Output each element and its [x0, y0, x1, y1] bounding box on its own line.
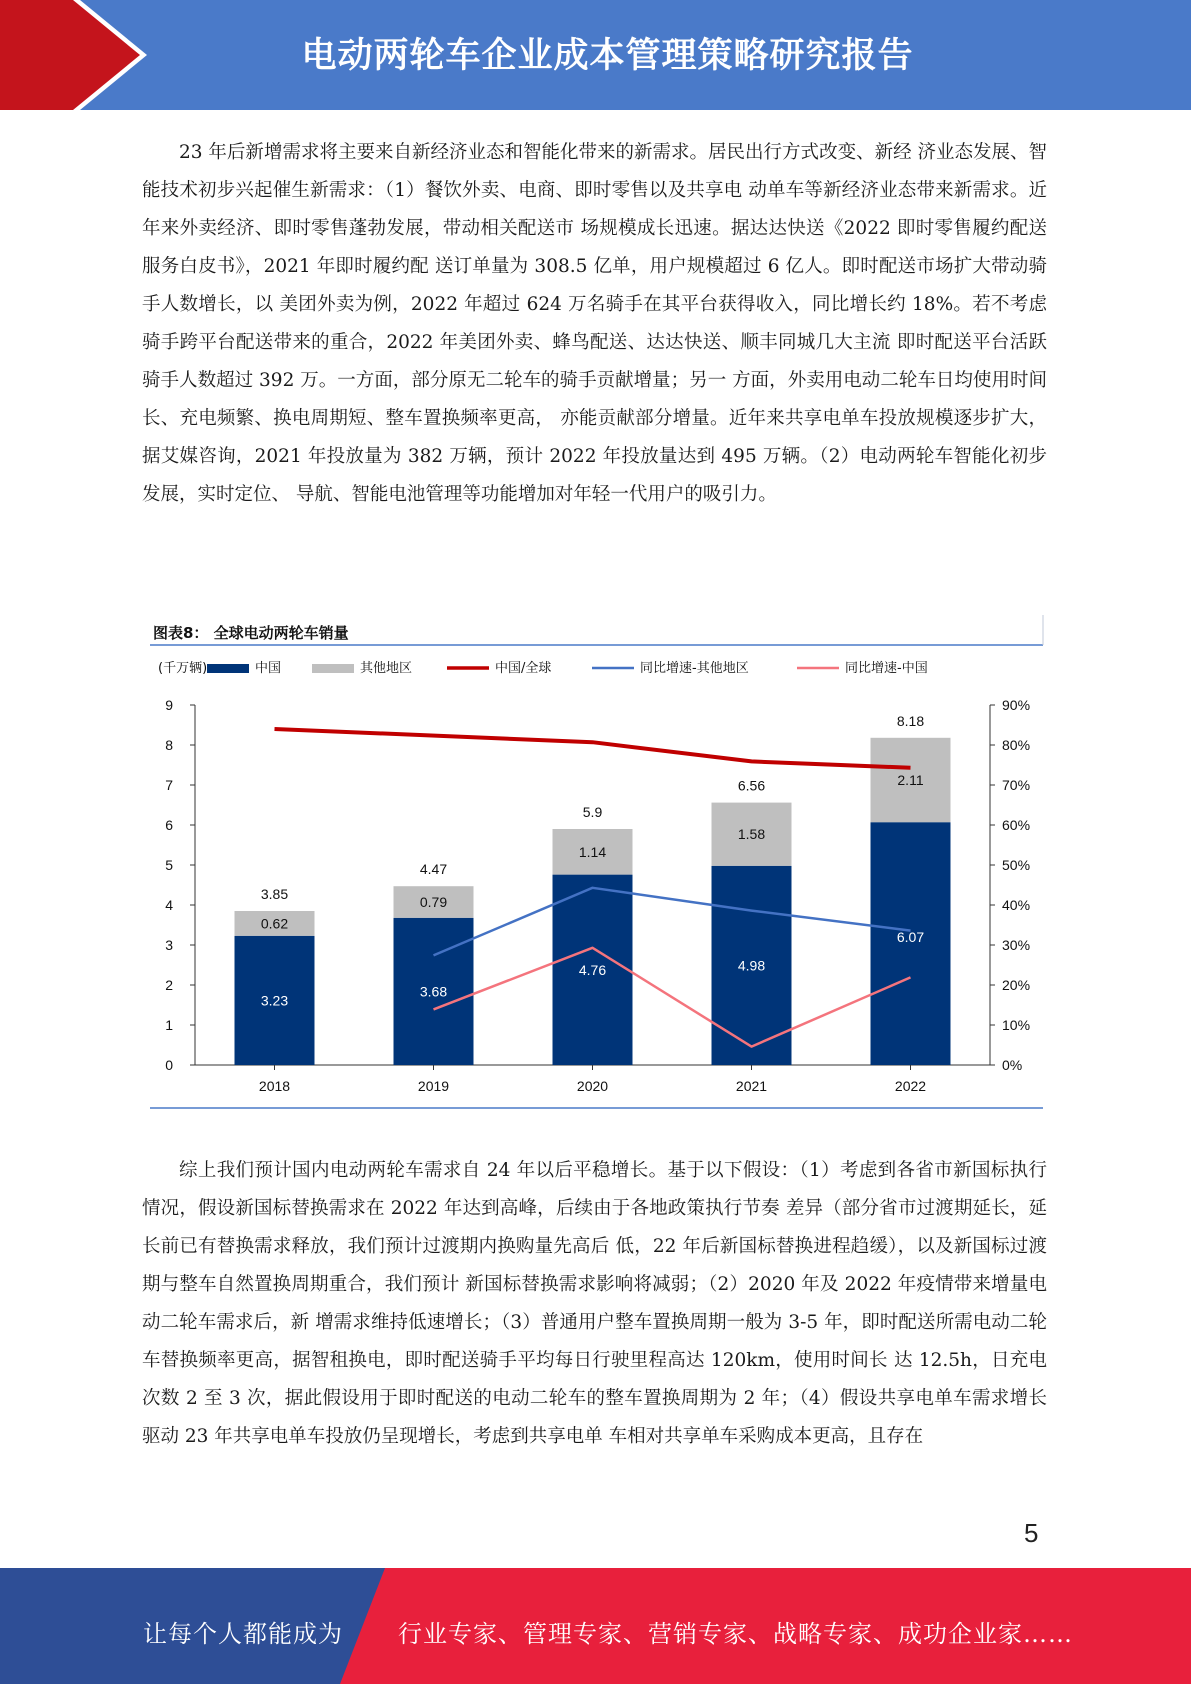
y-tick-label: 8 [165, 737, 173, 753]
x-tick-label: 2019 [417, 1078, 450, 1094]
total-label: 8.18 [896, 712, 925, 729]
sales-chart [150, 615, 1045, 1110]
total-label: 5.9 [582, 804, 603, 820]
y-right-tick-label: 20% [1002, 977, 1031, 993]
x-tick-label: 2021 [735, 1078, 768, 1094]
legend-swatch [207, 664, 249, 673]
y-right-tick-label: 10% [1002, 1017, 1031, 1033]
y-right-tick-label: 0% [1002, 1057, 1023, 1073]
line-series-同比增速-其他地区 [434, 888, 911, 956]
china-value-label: 4.76 [578, 961, 607, 978]
total-label: 3.85 [260, 886, 289, 902]
page-number: 5 [1024, 1518, 1039, 1548]
other-value-label: 1.14 [578, 843, 607, 860]
y-tick-label: 5 [165, 857, 173, 873]
y-right-tick-label: 60% [1002, 817, 1031, 833]
total-label: 6.56 [737, 777, 766, 794]
footer-slogan-left: 让每个人都能成为 [143, 1620, 343, 1648]
legend-label: 同比增速-其他地区 [640, 661, 749, 676]
legend-label: 同比增速-中国 [845, 661, 928, 676]
other-value-label: 2.11 [897, 772, 924, 788]
y-right-tick-label: 30% [1002, 937, 1031, 953]
y-tick-label: 0 [165, 1057, 173, 1073]
china-value-label: 4.98 [737, 957, 766, 974]
china-value-label: 3.23 [260, 992, 289, 1009]
y-tick-label: 1 [165, 1017, 173, 1033]
line-series-中国/全球 [275, 729, 911, 768]
y-right-tick-label: 80% [1002, 737, 1031, 753]
document-title: 电动两轮车企业成本管理策略研究报告 [301, 36, 914, 76]
y-tick-label: 7 [165, 777, 173, 793]
y-right-tick-label: 70% [1002, 777, 1031, 793]
footer-slogan-right: 行业专家、管理专家、营销专家、战略专家、成功企业家…… [398, 1620, 1073, 1648]
y-unit-label: (千万辆) [158, 661, 208, 676]
y-right-tick-label: 50% [1002, 857, 1031, 873]
page-footer [0, 1568, 1191, 1684]
other-value-label: 0.79 [419, 894, 448, 910]
y-tick-label: 4 [165, 897, 173, 913]
other-value-label: 1.58 [737, 826, 766, 843]
legend-label: 中国/全球 [495, 661, 552, 676]
legend-swatch [312, 664, 354, 673]
y-right-tick-label: 90% [1002, 697, 1031, 713]
total-label: 4.47 [419, 861, 448, 878]
body-paragraph-2: 综上我们预计国内电动两轮车需求自 24 年以后平稳增长。基于以下假设：（1）考虑到各省市新国标执行情况，假设新国标替换需求在 2022 年达到高峰，后续由于各地政策执行节奏 差异（部分省市过渡期延长，延长前已有替换需求释放，我们预计过渡期内换购量先高后 低，22 年后新国标替换进程趋缓），以及新国标过渡期与整车自然置换周期重合，我们预计 新国标替换需求影响将减弱；（2）2020 年及 2022 年疫情带来增量电动二轮车需求后，新 增需求维持低速增长；（3）普通用户整车置换周期一般为 3-5 年，即时配送所需电动二轮 车替换频率更高，据智租换电，即时配送骑手平均每日行驶里程高达 120km，使用时间长 达 12.5h，日充电次数 2 至 3 次，据此假设用于即时配送的电动二轮车的整车置换周期为 2 年；（4）假设共享电单车需求增长驱动 23 年共享电单车投放仍呈现增长，考虑到共享电单 车相对共享单车采购成本更高，且存在 [142, 1160, 1047, 1447]
body-paragraph-1: 23 年后新增需求将主要来自新经济业态和智能化带来的新需求。居民出行方式改变、新经 济业态发展、智能技术初步兴起催生新需求：（1）餐饮外卖、电商、即时零售以及共享电 动单车等新经济业态带来新需求。近年来外卖经济、即时零售蓬勃发展，带动相关配送市 场规模成长迅速。据达达快送《2022 即时零售履约配送服务白皮书》，2021 年即时履约配 送订单量为 308.5 亿单，用户规模超过 6 亿人。即时配送市场扩大带动骑手人数增长，以 美团外卖为例，2022 年超过 624 万名骑手在其平台获得收入，同比增长约 18%。若不考虑 骑手跨平台配送带来的重合，2022 年美团外卖、蜂鸟配送、达达快送、顺丰同城几大主流 即时配送平台活跃骑手人数超过 392 万。一方面，部分原无二轮车的骑手贡献增量；另一 方面，外卖用电动二轮车日均使用时间长、充电频繁、换电周期短、整车置换频率更高， 亦能贡献部分增量。近年来共享电单车投放规模逐步扩大，据艾媒咨询，2021 年投放量为 382 万辆，预计 2022 年投放量达到 495 万辆。（2）电动两轮车智能化初步发展，实时定位、 导航、智能电池管理等功能增加对年轻一代用户的吸引力。 [142, 142, 1047, 505]
x-tick-label: 2020 [576, 1078, 609, 1094]
china-value-label: 3.68 [419, 983, 448, 1000]
legend-label: 中国 [255, 661, 282, 676]
y-tick-label: 2 [165, 977, 173, 993]
y-right-tick-label: 40% [1002, 897, 1031, 913]
y-tick-label: 6 [165, 817, 173, 833]
chart-title: 图表8： 全球电动两轮车销量 [153, 624, 349, 642]
x-tick-label: 2018 [258, 1078, 291, 1094]
china-value-label: 6.07 [896, 929, 925, 946]
y-tick-label: 9 [165, 697, 173, 713]
x-tick-label: 2022 [894, 1078, 927, 1094]
chart-canvas [150, 615, 1045, 1110]
legend-label: 其他地区 [360, 661, 413, 676]
y-tick-label: 3 [165, 937, 173, 953]
page-header [0, 0, 1191, 110]
line-series-同比增速-中国 [434, 948, 911, 1047]
other-value-label: 0.62 [260, 915, 289, 932]
